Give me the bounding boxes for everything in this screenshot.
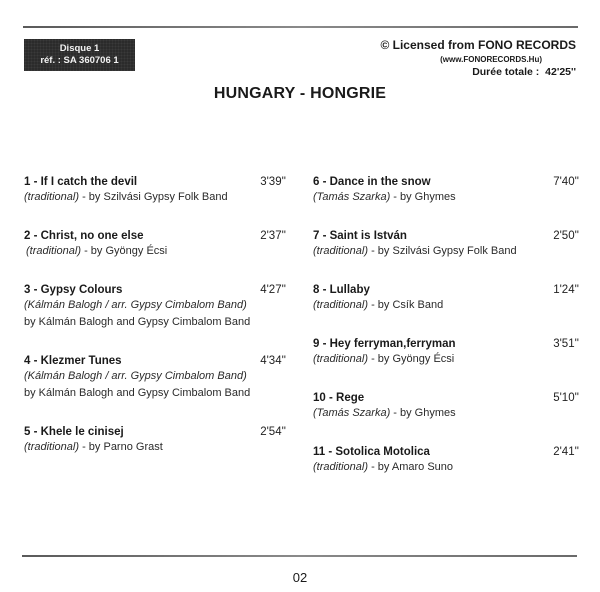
track-duration: 4'34'' [260,355,286,367]
license-line: © Licensed from FONO RECORDS [380,38,576,52]
bottom-divider [22,555,577,557]
track-duration: 2'37'' [260,230,286,242]
track-performer: - by Gyöngy Écsi [368,353,455,365]
track-composer: (Tamás Szarka) [313,407,391,419]
track-performer: by Kálmán Balogh and Gypsy Cimbalom Band [24,387,251,399]
track-duration: 3'39'' [260,176,286,188]
track-composer: (traditional) [313,245,369,257]
track-item [313,337,579,368]
track-title: 1 - If I catch the devil [24,176,138,188]
track-item [24,175,286,206]
track-credit [313,459,579,476]
page-title: HUNGARY - HONGRIE [213,85,387,102]
track-credit [24,243,286,260]
website: (www.FONORECORDS.Hu) [440,55,542,64]
track-credit [313,351,579,368]
track-credit [24,439,286,456]
track-duration: 2'54'' [260,426,286,438]
track-credit [313,189,579,206]
track-performer: - by Gyöngy Écsi [81,245,168,257]
track-credit [24,297,286,314]
track-duration: 2'41'' [553,446,579,458]
track-duration: 7'40'' [553,176,579,188]
track-item [24,229,286,260]
track-credit [313,297,579,314]
total-duration-label: Durée totale : [472,66,540,78]
page-number: 02 [292,570,308,585]
track-title: 2 - Christ, no one else [24,230,144,242]
track-performer: - by Ghymes [390,407,456,419]
track-title: 6 - Dance in the snow [313,176,431,188]
track-performer: - by Parno Grast [79,441,163,453]
tracklist-right [313,175,579,476]
track-composer: (Kálmán Balogh / arr. Gypsy Cimbalom Band) [24,370,247,382]
track-composer: (traditional) [26,245,82,257]
track-title: 3 - Gypsy Colours [24,284,123,296]
track-item [313,391,579,422]
track-composer: (traditional) [313,353,369,365]
track-duration: 3'51'' [553,338,579,350]
track-item [24,425,286,456]
track-title: 4 - Klezmer Tunes [24,355,122,367]
track-credit [24,189,286,206]
track-item [313,175,579,206]
total-duration-line [380,66,576,78]
track-duration: 4'27'' [260,284,286,296]
track-title: 9 - Hey ferryman,ferryman [313,338,456,350]
track-performer: - by Amaro Suno [368,461,454,473]
track-title: 8 - Lullaby [313,284,370,296]
track-credit [313,405,579,422]
disc-reference: réf. : SA 360706 1 [40,55,119,66]
track-title: 10 - Rege [313,392,365,404]
track-item [24,354,286,402]
track-performer: - by Szilvási Gypsy Folk Band [79,191,228,203]
top-divider [23,26,578,28]
track-item [313,445,579,476]
track-composer: (Kálmán Balogh / arr. Gypsy Cimbalom Band) [24,299,247,311]
track-composer: (traditional) [313,461,369,473]
track-composer: (traditional) [313,299,369,311]
disc-label: Disque 1 [59,43,100,54]
license-block [380,38,576,78]
track-performer: - by Csík Band [368,299,444,311]
track-credit [24,368,286,385]
track-item [313,229,579,260]
track-credit [313,243,579,260]
track-composer: (traditional) [24,441,80,453]
track-composer: (Tamás Szarka) [313,191,391,203]
track-duration: 5'10'' [553,392,579,404]
track-duration: 1'24'' [553,284,579,296]
track-composer: (traditional) [24,191,80,203]
track-performer: - by Szilvási Gypsy Folk Band [368,245,517,257]
disc-badge [24,39,135,71]
track-title: 5 - Khele le cinisej [24,426,124,438]
tracklist-left [24,175,286,456]
track-item [313,283,579,314]
track-performer: by Kálmán Balogh and Gypsy Cimbalom Band [24,316,251,328]
track-title: 7 - Saint is István [313,230,407,242]
track-title: 11 - Sotolica Motolica [313,446,430,458]
total-duration: 42'25'' [545,66,576,78]
track-item [24,283,286,331]
track-duration: 2'50'' [553,230,579,242]
track-performer: - by Ghymes [390,191,456,203]
